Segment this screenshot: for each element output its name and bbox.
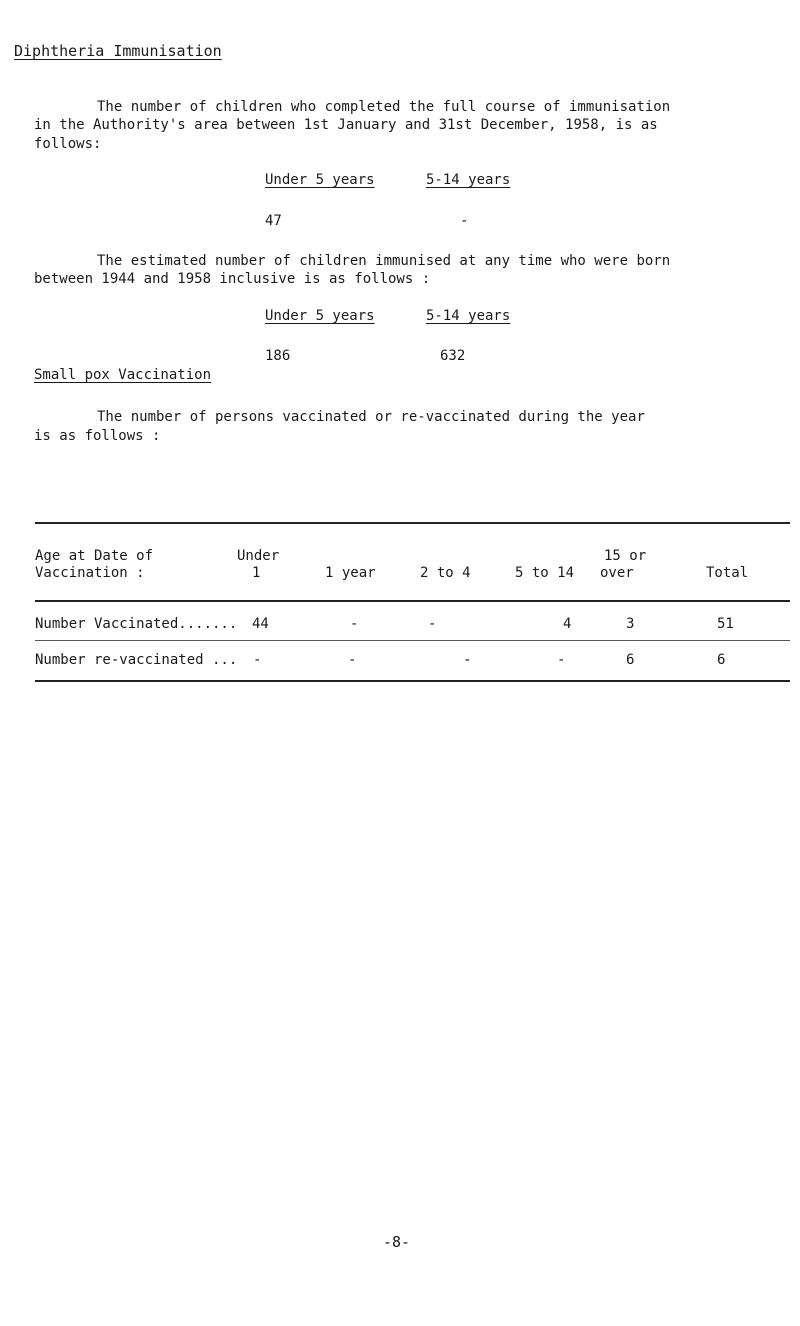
header-15over-line1: 15 or <box>604 548 647 564</box>
smallpox-heading: Small pox Vaccination <box>34 367 212 383</box>
header-15over-line2: over <box>600 565 634 581</box>
table2-header-under5: Under 5 years <box>265 308 375 324</box>
para1-line2: in the Authority's area between 1st January and 31st December, 1958, is as <box>34 117 658 133</box>
row-vaccinated-5to14: 4 <box>563 616 572 632</box>
table1-value-under5: 47 <box>265 213 282 229</box>
row-revaccinated-label: Number re-vaccinated ... <box>35 652 238 668</box>
para2-line1: The estimated number of children immunised at any time who were born <box>97 253 671 269</box>
table1-value-5to14: - <box>460 213 469 229</box>
table1-header-5to14: 5-14 years <box>426 172 511 188</box>
diphtheria-heading: Diphtheria Immunisation <box>14 42 222 60</box>
smallpox-para-line2: is as follows : <box>34 428 161 444</box>
table-top-rule <box>35 522 790 524</box>
para2-line2: between 1944 and 1958 inclusive is as follows : <box>34 271 431 287</box>
header-under1-line1: Under <box>237 548 280 564</box>
para1-line1: The number of children who completed the full course of immunisation <box>97 99 671 115</box>
table1-header-under5: Under 5 years <box>265 172 375 188</box>
row-vaccinated-under1: 44 <box>252 616 269 632</box>
row-revaccinated-15over: 6 <box>626 652 635 668</box>
page-number: -8- <box>383 1233 411 1251</box>
row-vaccinated-1year: - <box>350 616 359 632</box>
row-vaccinated-15over: 3 <box>626 616 635 632</box>
row-vaccinated-total: 51 <box>717 616 734 632</box>
header-2to4: 2 to 4 <box>420 565 471 581</box>
row-revaccinated-2to4: - <box>463 652 472 668</box>
row-vaccinated-2to4: - <box>428 616 437 632</box>
row-divider <box>35 640 790 641</box>
header-age-line1: Age at Date of <box>35 548 154 564</box>
row-revaccinated-total: 6 <box>717 652 726 668</box>
row-revaccinated-under1: - <box>253 652 262 668</box>
header-1year: 1 year <box>325 565 376 581</box>
row-vaccinated-label: Number Vaccinated....... <box>35 616 238 632</box>
row-revaccinated-1year: - <box>348 652 357 668</box>
header-rule <box>35 600 790 602</box>
para1-line3: follows: <box>34 136 102 152</box>
table2-value-5to14: 632 <box>440 348 466 364</box>
table-bottom-rule <box>35 680 790 682</box>
row-revaccinated-5to14: - <box>557 652 566 668</box>
header-total: Total <box>706 565 749 581</box>
smallpox-para-line1: The number of persons vaccinated or re-vaccinated during the year <box>97 409 645 425</box>
table2-header-5to14: 5-14 years <box>426 308 511 324</box>
header-5to14: 5 to 14 <box>515 565 575 581</box>
table2-value-under5: 186 <box>265 348 291 364</box>
header-age-line2: Vaccination : <box>35 565 145 581</box>
header-under1-line2: 1 <box>252 565 261 581</box>
